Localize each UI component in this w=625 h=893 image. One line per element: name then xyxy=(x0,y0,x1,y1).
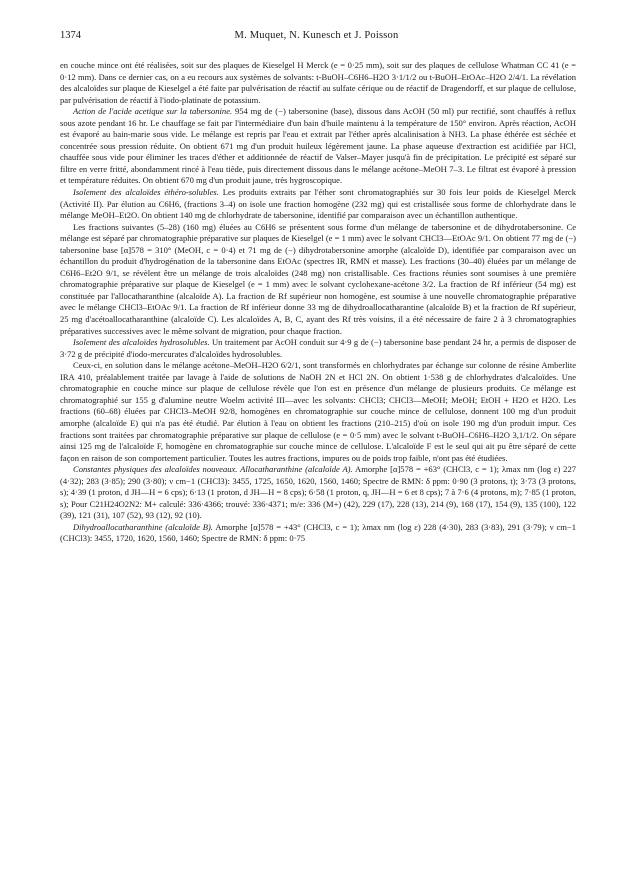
paragraph-heading: Isolement des alcaloïdes hydrosolubles. xyxy=(73,337,210,348)
paragraph xyxy=(60,360,576,464)
paragraph-heading: Action de l'acide acetique sur la tabersonine. xyxy=(73,106,233,117)
paragraph-text: 954 mg de (−) tabersonine (base), dissous dans AcOH (50 ml) pur rectifié, sont chauffés à reflux sous azote pendant 16 hr. Le chauffage se fait par l'intermédiaire d'un bain d'huile maintenu à la température de 150° environ. Après réaction, AcOH est évaporé au bain-marie sous vide. Le mélange est repris par l'eau et extrait par l'éther après alcalinisation à NH3. La phase éthérée est séchée et concentrée sous pression réduite. On obtient 671 mg d'un produit huileux légèrement jaune. La phase aqueuse d'extraction est acidifiée par HCl, chauffée sous vide pour éliminer les traces d'éther et additionnée de réactif de Valser–Mayer jusqu'à fin de précipitation. Le précipité est séparé sur filtre en verre fritté, abondamment rincé à l'eau tiède, puis directement dissous dans le mélange acétone–MeOH 7–3. Le filtrat est évaporé à pression et température réduites. On obtient 670 mg d'un produit jaune, très hygroscopique. xyxy=(60,106,576,186)
paragraph-text: Les fractions suivantes (5–28) (160 mg) éluées au C6H6 se présentent sous forme d'un mélange de tabersonine et de dihydrotabersonine. Ce mélange est séparé par chromatographie préparative sur plaques de Kieselgel (e = 1 mm) avec le solvant CHCl3—EtOAc 9/1. On obtient 77 mg de (−) tabersonine base [α]578 = 310° (MeOH, c = 0·4) et 71 mg de (−) dihydrotabersonine amorphe (alcaloïde D), identifiée par comparaison avec un échantillon du produit d'hydrogénation de la tabersonine dans EtOAc (spectres IR, RMN et masse). Les fractions (30–40) éluées par un mélange de C6H6–Et2O 9/1, se révèlent être un mélange de trois alcaloïdes (248 mg) non cristallisable. Ces fractions réunies sont soumises à une première chromatographie préparative sur plaque de Kieselgel (e = 1 mm) avec le solvant cyclohexane-acétone 3/2. La fraction de Rf inférieur (54 mg) est constituée par l'allocatharanthine (alcaloïde A). La fraction de Rf supérieur non homogène, est soumise à une nouvelle chromatographie préparative avec le mélange CHCl3–EtOAc 9/1. La fraction de Rf inférieur donne 33 mg de dihydroallocatharantine (alcaloïde B) et la fraction de Rf supérieur, 25 mg d'acétoallocatharanthine (alcaloïde C). Les alcaloïdes A, B, C, ayant des Rf très voisins, il a été nécessaire de faire 2 à 3 chromatographies préparatives successives avec le même solvant de migration, pour chaque fraction. xyxy=(60,221,576,336)
paragraph xyxy=(60,464,576,522)
paragraph-text: Ceux-ci, en solution dans le mélange acétone–MeOH–H2O 6/2/1, sont transformés en chlorhydrates par échange sur colonne de résine Amberlite IRA 410, préalablement traitée par lavage à l'aide de solutions de NaOH 2N et HCl 2N. On obtient 1·538 g de chlorhydrates d'alcaloïdes. Une chromatographie en couche mince sur plaque de cellulose révèle que l'on est en présence d'un mélange de plusieurs produits. Ce mélange est chromatographié sur 155 g d'alumine neutre Woelm activité III—avec les solvants: CHCl3; CHCl3—MeOH; MeOH; EtOH + H2O et H2O. Les fractions (60–68) éluées par CHCl3–MeOH 92/8, homogènes en chromatographie sur couche mince de cellulose, donnent 100 mg d'un produit amorphe (alcaloïde E) qui n'a pas été étudié. Par élution à l'eau on obtient les fractions (210–215) d'où on isole 190 mg d'un produit impur. Ces fractions sont traitées par chromatographie préparative sur plaque de cellulose (e = 0·5 mm) avec le solvant t-BuOH–C6H6–H2O 3,1/1/2. On sépare ainsi 125 mg de l'alcaloïde F, homogène en chromatographie sur couche mince de cellulose. L'alcaloïde F est le seul qui ait pu être séparé de cette façon en raison de son comportement particulier. Toutes les autres fractions, impures ou de poids trop faible, n'ont pas été étudiées. xyxy=(60,360,576,463)
paragraph xyxy=(60,60,576,106)
paragraph xyxy=(60,187,576,222)
paragraph-text: Un traitement par AcOH conduit sur 4·9 g de (−) tabersonine base pendant 24 hr, a permis de disposer de 3·72 g de précipité d'iodo-mercurates d'alcaloïdes hydrosolubles. xyxy=(60,337,576,359)
paragraph-text: en couche mince ont été réalisées, soit sur des plaques de Kieselgel H Merck (e = 0·25 mm), soit sur des plaques de cellulose Whatman CC 41 (e = 0·12 mm). Dans ce dernier cas, on a eu recours aux systèmes de solvants: t-BuOH–C6H6–H2O 3·1/1/2 ou t-BuOH–EtOAc–H2O 2/4/1. La révélation des alcaloïdes sur plaque de Kieselgel a été faite par pulvérisation de réactif au sulfate cérique ou de réactif de Dragendorff, et sur plaque de cellulose, par pulvérisation de réactif à l'iodo-platinate de potassium. xyxy=(60,60,576,105)
paragraph-text: Amorphe [α]578 = +63° (CHCl3, c = 1); λmax nm (log ε) 227 (4·32); 283 (3·85); 290 (3·80); ν cm−1 (CHCl3): 3455, 1725, 1650, 1620, 1560, 1460; Spectre de RMN: δ ppm: 0·90 (3 protons, t); 3·73 (3 protons, s); 4·39 (1 proton, d JH—H = 6 cps); 6·13 (1 proton, d JH—H = 8 cps); 6·58 (1 proton, q, JH—H = 6 et 8 cps); 7 à 7·6 (4 protons, m); 7·85 (1 proton, s); Pour C21H24O2N2: M+ calculé: 336·4366; trouvé: 336·4371; m/e: 336 (M+) (42), 229 (17), 228 (13), 214 (9), 168 (17), 154 (9), 135 (100), 122 (39), 121 (31), 107 (52), 93 (12), 92 (10). xyxy=(60,464,576,521)
paragraph xyxy=(60,522,576,545)
paragraph xyxy=(60,222,576,337)
article-body xyxy=(60,60,576,545)
paragraph-text: Amorphe [α]578 = +43° (CHCl3, c = 1); λmax nm (log ε) 228 (4·30), 283 (3·83), 291 (3·79); ν cm−1 (CHCl3): 3455, 1720, 1620, 1560, 1460; Spectre de RMN: δ ppm: 0·75 xyxy=(60,521,576,544)
paragraph-heading: Dihydroallocatharanthine (alcaloïde B). xyxy=(73,521,213,532)
running-header xyxy=(60,30,576,60)
paragraph-text: Les produits extraits par l'éther sont chromatographiés sur 30 fois leur poids de Kieselgel Merck (Activité II). Par élution au C6H6, (fractions 3–4) on isole une fraction homogène (232 mg) qui est cristallisée sous forme de chlorhydrate dans le mélange MeOH–Et2O. On obtient 140 mg de chlorhydrate de tabersonine, identifié par comparaison avec un échantillon authentique. xyxy=(60,187,576,221)
journal-page xyxy=(60,30,576,545)
paragraph-heading: Constantes physiques des alcaloïdes nouveaux. Allocatharanthine (alcaloïde A). xyxy=(73,464,353,475)
page-number: 1374 xyxy=(60,30,81,41)
paragraph xyxy=(60,337,576,360)
paragraph-heading: Isolement des alcaloïdes éthéro-solubles. xyxy=(73,187,219,198)
running-head-authors: M. Muquet, N. Kunesch et J. Poisson xyxy=(234,30,399,41)
paragraph xyxy=(60,106,576,187)
